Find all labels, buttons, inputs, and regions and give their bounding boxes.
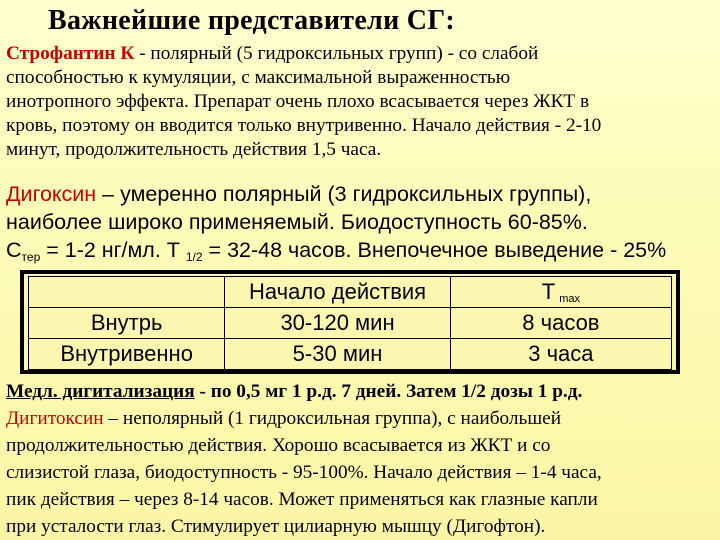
table-header-cell: Начало действия xyxy=(225,277,451,308)
digitoxin-text-1: – неполярный (1 гидроксильная группа), с наибольшей xyxy=(103,408,562,429)
digitoxin-line-4: пик действия – через 8-14 часов. Может применяться как глазные капли xyxy=(6,489,598,510)
digitoxin-line-2: продолжительностью действия. Хорошо всасывается из ЖКТ и со xyxy=(6,435,551,456)
table-cell: Внутривенно xyxy=(29,339,225,370)
strofantin-paragraph xyxy=(6,42,706,162)
digitoxin-line-5: при усталости глаз. Стимулирует цилиарную мышцу (Дигофтон). xyxy=(6,516,546,537)
c-letter: С xyxy=(6,238,22,262)
table-cell: 30-120 мин xyxy=(225,308,451,339)
table-cell: 5-30 мин xyxy=(225,339,451,370)
table-header-row xyxy=(29,277,672,308)
strofantin-name: Строфантин К xyxy=(6,43,135,64)
table-cell: 3 часа xyxy=(450,339,671,370)
digitalization-text: - по 0,5 мг 1 р.д. 7 дней. Затем 1/2 дозы 1 р.д. xyxy=(194,381,583,402)
table-cell: 8 часов xyxy=(450,308,671,339)
strofantin-line-3: инотропного эффекта. Препарат очень плохо всасывается через ЖКТ в xyxy=(6,91,590,112)
digoxin-line-2: наиболее широко применяемый. Биодоступность 60-85%. xyxy=(6,210,588,234)
digitoxin-paragraph xyxy=(6,378,718,540)
digitalization-line xyxy=(6,378,718,405)
strofantin-line-4: кровь, поэтому он вводится только внутривенно. Начало действия - 2-10 xyxy=(6,115,602,136)
pharmacokinetics-table xyxy=(28,276,672,370)
digoxin-text-1: – умеренно полярный (3 гидроксильных группы), xyxy=(96,182,592,206)
strofantin-line-1 xyxy=(6,42,706,66)
table-row xyxy=(29,339,672,370)
digoxin-paragraph xyxy=(6,180,706,267)
table-cell: Внутрь xyxy=(29,308,225,339)
pharmacokinetics-table-frame xyxy=(20,270,680,374)
t-half-subscript: 1/2 xyxy=(185,250,203,264)
digitoxin-line-3: слизистой глаза, биодоступность - 95-100%. Начало действия – 1-4 часа, xyxy=(6,462,602,483)
digoxin-text-3a: = 1-2 нг/мл. Т xyxy=(40,238,186,262)
digoxin-name: Дигоксин xyxy=(6,182,97,206)
tmax-subscript: max xyxy=(559,293,581,305)
digoxin-text-3b: = 32-48 часов. Внепочечное выведение - 25% xyxy=(202,238,667,262)
strofantin-line-2: способностью к кумуляции, с максимальной выраженностью xyxy=(6,67,511,88)
digoxin-line-1 xyxy=(6,180,706,208)
digitoxin-name: Дигитоксин xyxy=(6,408,104,429)
strofantin-line-5: минут, продолжительность действия 1,5 часа. xyxy=(6,139,382,160)
table-row xyxy=(29,308,672,339)
table-header-cell xyxy=(29,277,225,308)
table-header-cell-tmax xyxy=(450,277,671,308)
digitoxin-line-1 xyxy=(6,405,718,432)
digoxin-line-3 xyxy=(6,236,706,267)
strofantin-text-1: - полярный (5 гидроксильных групп) - со слабой xyxy=(134,43,539,64)
slide-title: Важнейшие представители СГ: xyxy=(48,5,456,36)
c-subscript: тер xyxy=(21,250,41,264)
tmax-label: Т xyxy=(541,279,556,304)
digitalization-label: Медл. дигитализация xyxy=(6,381,195,402)
